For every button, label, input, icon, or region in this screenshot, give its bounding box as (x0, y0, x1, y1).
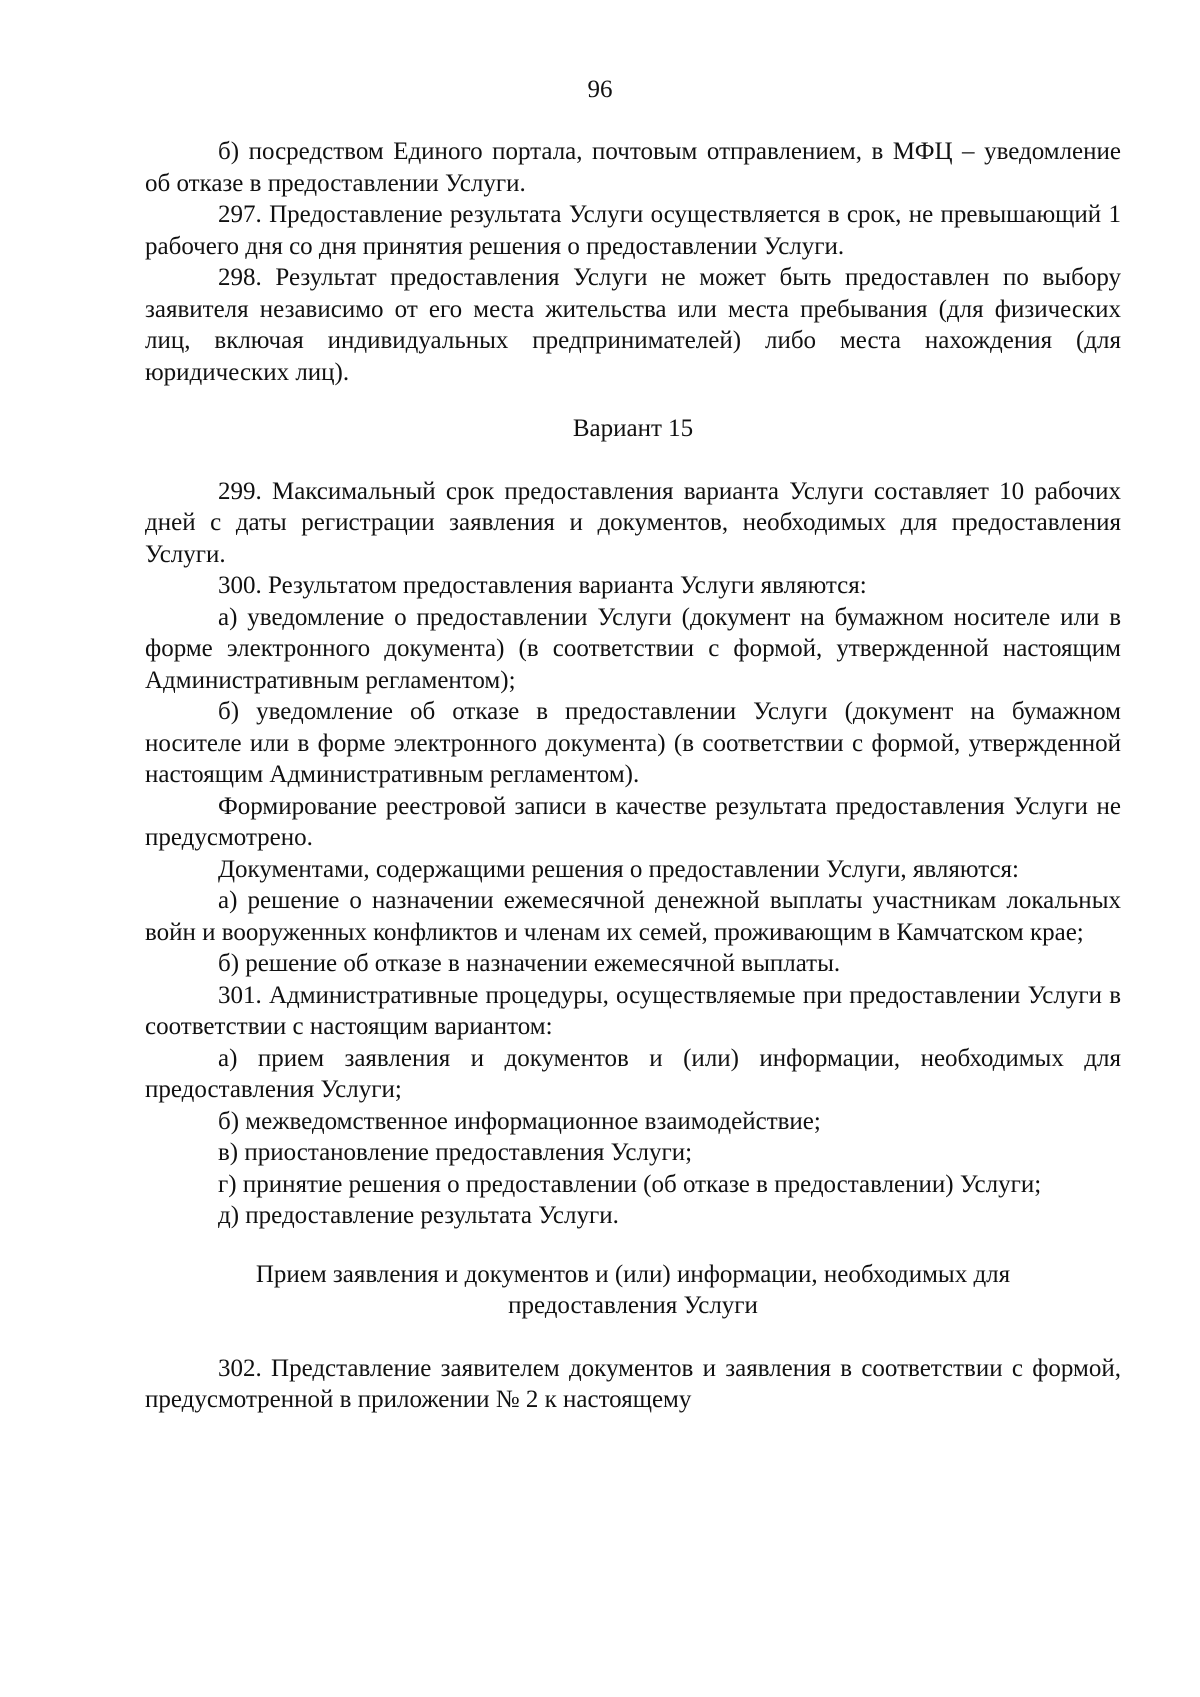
paragraph: 301. Административные процедуры, осуществляемые при предоставлении Услуги в соответствии с настоящим вариантом: (145, 981, 1121, 1040)
paragraph: б) межведомственное информационное взаимодействие; (218, 1107, 821, 1135)
paragraph: Формирование реестровой записи в качестве результата предоставления Услуги не предусмотрено. (145, 792, 1121, 851)
paragraph: б) посредством Единого портала, почтовым отправлением, в МФЦ – уведомление об отказе в предоставлении Услуги. (145, 138, 1121, 197)
paragraph: 302. Представление заявителем документов и заявления в соответствии с формой, предусмотренной в приложении № 2 к настоящему (145, 1354, 1121, 1413)
paragraph: Документами, содержащими решения о предоставлении Услуги, являются: (218, 855, 1019, 883)
paragraph: д) предоставление результата Услуги. (218, 1202, 619, 1229)
paragraph: 299. Максимальный срок предоставления варианта Услуги составляет 10 рабочих дней с даты регистрации заявления и документов, необходимых для предоставления Услуги. (145, 477, 1121, 568)
page-number: 96 (587, 76, 613, 103)
paragraph: а) прием заявления и документов и (или) информации, необходимых для предоставления Услуги; (145, 1044, 1121, 1103)
paragraph: б) уведомление об отказе в предоставлении Услуги (документ на бумажном носителе или в форме электронного документа) (в соответствии с формой, утвержденной настоящим Административным регламентом). (145, 698, 1121, 788)
section-heading-line-1: Прием заявления и документов и (или) информации, необходимых для (255, 1260, 1011, 1288)
section-heading (145, 1259, 1121, 1322)
paragraph: а) уведомление о предоставлении Услуги (документ на бумажном носителе или в форме электронного документа) (в соответствии с формой, утвержденной настоящим Административным регламентом); (145, 603, 1121, 694)
document-body (145, 136, 1121, 1416)
paragraph: 298. Результат предоставления Услуги не может быть предоставлен по выбору заявителя независимо от его места жительства или места пребывания (для физических лиц, включая индивидуальных предпринимателей) либо места нахождения (для юридических лиц). (145, 264, 1121, 386)
variant-heading: Вариант 15 (572, 415, 694, 442)
paragraph: 300. Результатом предоставления варианта Услуги являются: (218, 572, 867, 599)
section-heading-line-2: предоставления Услуги (508, 1292, 758, 1319)
paragraph: а) решение о назначении ежемесячной денежной выплаты участникам локальных войн и вооруженных конфликтов и членам их семей, проживающим в Камчатском крае; (145, 887, 1121, 946)
paragraph: г) принятие решения о предоставлении (об отказе в предоставлении) Услуги; (218, 1170, 1042, 1198)
paragraph: в) приостановление предоставления Услуги; (218, 1139, 693, 1166)
paragraph: б) решение об отказе в назначении ежемесячной выплаты. (218, 950, 841, 977)
paragraph: 297. Предоставление результата Услуги осуществляется в срок, не превышающий 1 рабочего дня со дня принятия решения о предоставлении Услуги. (145, 201, 1121, 260)
